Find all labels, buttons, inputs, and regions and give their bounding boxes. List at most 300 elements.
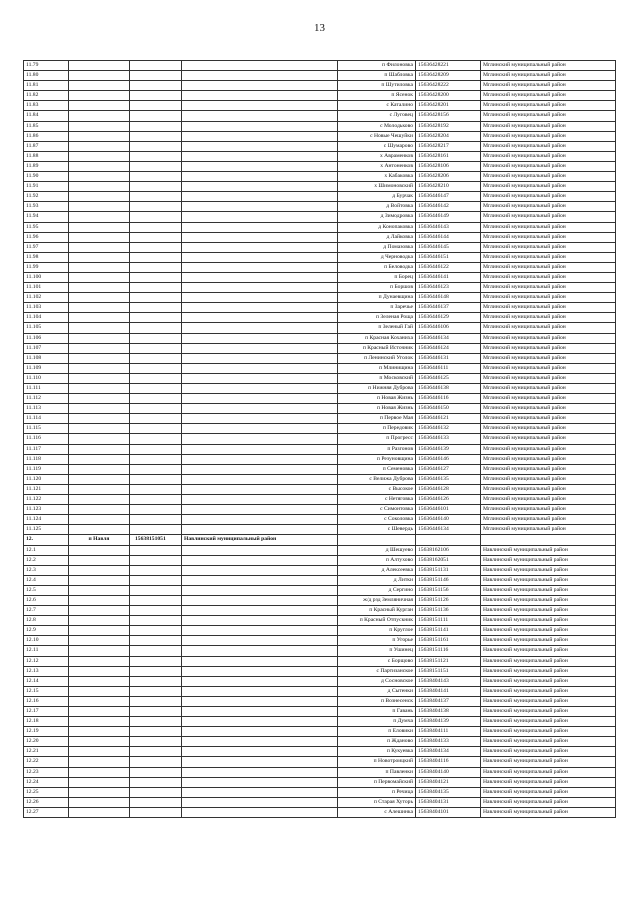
table-row (24, 91, 616, 101)
cell-settlement: п Беловодка (338, 262, 416, 272)
cell-center-code (130, 333, 182, 343)
cell-center (69, 565, 130, 575)
cell-center-district (182, 737, 338, 747)
cell-settlement: д Шешуево (338, 545, 416, 555)
cell-center (69, 585, 130, 595)
cell-settlement: д Черноводка (338, 252, 416, 262)
cell-number: 12.14 (24, 676, 69, 686)
cell-settlement: п Боршов (338, 283, 416, 293)
table-row (24, 515, 616, 525)
table-row (24, 394, 616, 404)
cell-center-district (182, 626, 338, 636)
cell-center-district (182, 606, 338, 616)
table-row (24, 404, 616, 414)
cell-district: Навлинский муниципальный район (481, 737, 616, 747)
table-row (24, 575, 616, 585)
cell-number: 11.99 (24, 262, 69, 272)
cell-district: Мглинский муниципальный район (481, 81, 616, 91)
cell-center-code (130, 464, 182, 474)
cell-number: 12.2 (24, 555, 69, 565)
cell-settlement: д Алексеевка (338, 565, 416, 575)
cell-center (69, 636, 130, 646)
cell-number: 12.21 (24, 747, 69, 757)
cell-district: Навлинский муниципальный район (481, 807, 616, 817)
cell-district: Мглинский муниципальный район (481, 222, 616, 232)
cell-number: 11.84 (24, 111, 69, 121)
cell-center-district (182, 424, 338, 434)
cell-center-code (130, 474, 182, 484)
table-row (24, 303, 616, 313)
cell-center-district (182, 172, 338, 182)
cell-settlement: п Резуновщина (338, 454, 416, 464)
cell-settlement: п Нижняя Дуброва (338, 384, 416, 394)
table-row (24, 424, 616, 434)
table-row (24, 101, 616, 111)
cell-oktmo: 15636446137 (416, 303, 481, 313)
cell-number: 12.5 (24, 585, 69, 595)
cell-oktmo: 15638404140 (416, 767, 481, 777)
cell-settlement: д Сергино (338, 585, 416, 595)
page-number: 13 (314, 22, 325, 34)
table-row (24, 81, 616, 91)
cell-number: 12.8 (24, 616, 69, 626)
cell-center (69, 182, 130, 192)
cell-center (69, 696, 130, 706)
cell-district: Мглинский муниципальный район (481, 91, 616, 101)
cell-district: Мглинский муниципальный район (481, 464, 616, 474)
cell-settlement: с Луговец (338, 111, 416, 121)
table-row (24, 384, 616, 394)
cell-center-district (182, 666, 338, 676)
table-row (24, 616, 616, 626)
cell-oktmo: 15638404134 (416, 747, 481, 757)
cell-center-district (182, 202, 338, 212)
cell-district: Мглинский муниципальный район (481, 212, 616, 222)
cell-center (69, 252, 130, 262)
cell-center-district (182, 161, 338, 171)
cell-number: 11.93 (24, 202, 69, 212)
cell-center (69, 394, 130, 404)
cell-center-district (182, 81, 338, 91)
cell-settlement: д Бурчак (338, 192, 416, 202)
cell-district: Мглинский муниципальный район (481, 404, 616, 414)
cell-district: Мглинский муниципальный район (481, 172, 616, 182)
cell-district: Мглинский муниципальный район (481, 202, 616, 212)
cell-center (69, 283, 130, 293)
table-row (24, 757, 616, 767)
cell-district: Навлинский муниципальный район (481, 696, 616, 706)
cell-center (69, 444, 130, 454)
cell-number: 11.80 (24, 71, 69, 81)
cell-center (69, 272, 130, 282)
cell-district: Мглинский муниципальный район (481, 303, 616, 313)
cell-number: 12.15 (24, 686, 69, 696)
cell-center-district (182, 444, 338, 454)
cell-settlement: п Вознесенск (338, 696, 416, 706)
cell-settlement: п Новая Жизнь (338, 404, 416, 414)
table-row (24, 232, 616, 242)
cell-center-code (130, 797, 182, 807)
cell-settlement: п Круглое (338, 626, 416, 636)
cell-district: Мглинский муниципальный район (481, 333, 616, 343)
table-row (24, 353, 616, 363)
cell-oktmo: 15636446124 (416, 343, 481, 353)
cell-center-code (130, 737, 182, 747)
cell-oktmo: 15636446143 (416, 222, 481, 232)
table-row (24, 61, 616, 71)
cell-district: Навлинский муниципальный район (481, 797, 616, 807)
cell-center-district (182, 91, 338, 101)
cell-settlement: п Кукуевка (338, 747, 416, 757)
table-row (24, 121, 616, 131)
cell-settlement: п Шутиловка (338, 81, 416, 91)
cell-center-district (182, 636, 338, 646)
cell-number: 12.23 (24, 767, 69, 777)
cell-district: Мглинский муниципальный район (481, 424, 616, 434)
cell-center-district (182, 182, 338, 192)
cell-oktmo: 15636428161 (416, 151, 481, 161)
cell-number: 12.3 (24, 565, 69, 575)
cell-oktmo: 15636446127 (416, 464, 481, 474)
cell-center-code (130, 121, 182, 131)
cell-center-code (130, 626, 182, 636)
cell-center-code (130, 454, 182, 464)
cell-center-district (182, 495, 338, 505)
cell-district: Мглинский муниципальный район (481, 61, 616, 71)
table-row (24, 363, 616, 373)
cell-settlement: с Нетяговка (338, 495, 416, 505)
cell-oktmo: 15638404131 (416, 797, 481, 807)
table-row (24, 626, 616, 636)
cell-center-district: Навлинский муниципальный район (182, 535, 338, 545)
cell-number: 12.12 (24, 656, 69, 666)
cell-district: Навлинский муниципальный район (481, 707, 616, 717)
cell-center-code (130, 767, 182, 777)
cell-oktmo: 15638404135 (416, 787, 481, 797)
cell-center-district (182, 707, 338, 717)
cell-center-code (130, 111, 182, 121)
cell-center-district (182, 242, 338, 252)
cell-district: Навлинский муниципальный район (481, 606, 616, 616)
cell-settlement: д Сытенки (338, 686, 416, 696)
cell-center (69, 807, 130, 817)
cell-center-code (130, 656, 182, 666)
cell-district: Навлинский муниципальный район (481, 575, 616, 585)
table-row (24, 474, 616, 484)
cell-center-code (130, 636, 182, 646)
cell-oktmo: 15636428200 (416, 91, 481, 101)
cell-district: Навлинский муниципальный район (481, 787, 616, 797)
cell-center-district (182, 293, 338, 303)
cell-district: Навлинский муниципальный район (481, 686, 616, 696)
cell-settlement: д Зимодровка (338, 212, 416, 222)
cell-oktmo: 15636446139 (416, 444, 481, 454)
cell-center-code (130, 646, 182, 656)
cell-center (69, 81, 130, 91)
cell-settlement: с Партизанское (338, 666, 416, 676)
cell-center-district (182, 212, 338, 222)
cell-center-code (130, 747, 182, 757)
cell-center-district (182, 515, 338, 525)
table-row (24, 141, 616, 151)
cell-center-code (130, 353, 182, 363)
settlements-table (23, 60, 616, 818)
cell-number: 12.25 (24, 787, 69, 797)
cell-center (69, 131, 130, 141)
cell-number: 11.83 (24, 101, 69, 111)
cell-center (69, 626, 130, 636)
cell-center-code (130, 293, 182, 303)
cell-district: Навлинский муниципальный район (481, 747, 616, 757)
cell-center (69, 212, 130, 222)
table-row (24, 222, 616, 232)
cell-center (69, 242, 130, 252)
table-row (24, 525, 616, 535)
cell-center (69, 313, 130, 323)
cell-oktmo: 15638151111 (416, 616, 481, 626)
cell-oktmo: 15638404138 (416, 707, 481, 717)
table-row (24, 414, 616, 424)
cell-number: 11.94 (24, 212, 69, 222)
cell-center-district (182, 747, 338, 757)
cell-settlement: п Филоновка (338, 61, 416, 71)
table-row (24, 646, 616, 656)
cell-oktmo: 15636428209 (416, 71, 481, 81)
cell-number: 12.19 (24, 727, 69, 737)
cell-oktmo: 15636446150 (416, 404, 481, 414)
cell-center-code (130, 404, 182, 414)
cell-oktmo: 15638151161 (416, 636, 481, 646)
cell-center (69, 686, 130, 696)
cell-center-district (182, 353, 338, 363)
cell-center-code (130, 545, 182, 555)
cell-settlement: п Гавань (338, 707, 416, 717)
table-row (24, 767, 616, 777)
cell-center-code (130, 242, 182, 252)
cell-district: Мглинский муниципальный район (481, 454, 616, 464)
cell-number: 12.7 (24, 606, 69, 616)
cell-settlement (338, 535, 416, 545)
cell-center (69, 262, 130, 272)
cell-oktmo: 15636446134 (416, 333, 481, 343)
cell-center-code (130, 91, 182, 101)
cell-district: Мглинский муниципальный район (481, 252, 616, 262)
cell-settlement: п Красная Коханиха (338, 333, 416, 343)
cell-center-code (130, 384, 182, 394)
cell-center-district (182, 333, 338, 343)
cell-settlement: п Речица (338, 787, 416, 797)
table-row (24, 333, 616, 343)
cell-settlement: п Разгонов (338, 444, 416, 454)
cell-center-district (182, 565, 338, 575)
cell-district: Навлинский муниципальный район (481, 585, 616, 595)
cell-number: 11.114 (24, 414, 69, 424)
cell-settlement: ж/д рзд Земляничная (338, 595, 416, 605)
cell-center-district (182, 474, 338, 484)
cell-center-district (182, 404, 338, 414)
cell-number: 11.104 (24, 313, 69, 323)
cell-district: Навлинский муниципальный район (481, 656, 616, 666)
table-row (24, 505, 616, 515)
cell-oktmo: 15638162051 (416, 555, 481, 565)
table-row (24, 192, 616, 202)
cell-oktmo (416, 535, 481, 545)
table-row (24, 777, 616, 787)
cell-oktmo: 15636446140 (416, 515, 481, 525)
cell-center (69, 717, 130, 727)
cell-center-district (182, 394, 338, 404)
cell-settlement: п Первомайский (338, 777, 416, 787)
cell-settlement: п Ушинец (338, 646, 416, 656)
cell-center-code (130, 182, 182, 192)
cell-oktmo: 15638151156 (416, 585, 481, 595)
cell-center (69, 172, 130, 182)
cell-center-code (130, 565, 182, 575)
cell-number: 11.101 (24, 283, 69, 293)
table-row (24, 595, 616, 605)
cell-settlement: с Каталино (338, 101, 416, 111)
cell-center (69, 495, 130, 505)
cell-district: Мглинский муниципальный район (481, 71, 616, 81)
cell-center (69, 595, 130, 605)
table-row (24, 202, 616, 212)
cell-center-code (130, 192, 182, 202)
table-row (24, 696, 616, 706)
cell-settlement: п Московский (338, 373, 416, 383)
cell-oktmo: 15638151141 (416, 626, 481, 636)
cell-center-code (130, 283, 182, 293)
table-row (24, 656, 616, 666)
cell-center (69, 192, 130, 202)
cell-center-code (130, 252, 182, 262)
cell-center-district (182, 727, 338, 737)
cell-center-code (130, 616, 182, 626)
cell-center (69, 505, 130, 515)
cell-oktmo: 15638151126 (416, 595, 481, 605)
cell-center-code (130, 81, 182, 91)
cell-center-district (182, 656, 338, 666)
cell-center-district (182, 767, 338, 777)
cell-number: 11.116 (24, 434, 69, 444)
cell-settlement: п Ленинский Уголок (338, 353, 416, 363)
cell-center-district (182, 272, 338, 282)
cell-center-code (130, 515, 182, 525)
cell-settlement: п Думча (338, 717, 416, 727)
cell-center (69, 515, 130, 525)
cell-district: Мглинский муниципальный район (481, 242, 616, 252)
cell-center-district (182, 343, 338, 353)
cell-center-district (182, 262, 338, 272)
cell-center-code (130, 172, 182, 182)
cell-center-code (130, 585, 182, 595)
cell-district: Мглинский муниципальный район (481, 343, 616, 353)
cell-center-district (182, 131, 338, 141)
cell-number: 11.125 (24, 525, 69, 535)
cell-district: Мглинский муниципальный район (481, 101, 616, 111)
cell-oktmo: 15636446138 (416, 384, 481, 394)
cell-number: 11.82 (24, 91, 69, 101)
cell-center-code: 15638151051 (130, 535, 182, 545)
cell-settlement: п Красный Источник (338, 343, 416, 353)
table-row (24, 182, 616, 192)
cell-district: Мглинский муниципальный район (481, 353, 616, 363)
cell-center (69, 141, 130, 151)
cell-oktmo: 15636446101 (416, 505, 481, 515)
cell-settlement: п Еловики (338, 727, 416, 737)
cell-oktmo: 15638404116 (416, 757, 481, 767)
cell-oktmo: 15636428156 (416, 111, 481, 121)
cell-center-district (182, 373, 338, 383)
cell-center-code (130, 414, 182, 424)
table-row (24, 464, 616, 474)
cell-center-district (182, 384, 338, 394)
table-body (24, 61, 616, 818)
cell-oktmo: 15636446111 (416, 363, 481, 373)
cell-center-code (130, 212, 182, 222)
table-row (24, 262, 616, 272)
cell-center-district (182, 787, 338, 797)
cell-number: 11.119 (24, 464, 69, 474)
cell-district: Мглинский муниципальный район (481, 232, 616, 242)
cell-number: 12.22 (24, 757, 69, 767)
cell-center-code (130, 707, 182, 717)
cell-center (69, 384, 130, 394)
cell-number: 12.17 (24, 707, 69, 717)
cell-oktmo: 15636446125 (416, 373, 481, 383)
cell-oktmo: 15636428210 (416, 182, 481, 192)
cell-settlement: с Борщово (338, 656, 416, 666)
cell-center (69, 424, 130, 434)
cell-district: Мглинский муниципальный район (481, 414, 616, 424)
cell-center-district (182, 414, 338, 424)
cell-settlement: п Новая Жизнь (338, 394, 416, 404)
cell-settlement: с Шевердь (338, 525, 416, 535)
cell-oktmo: 15638404121 (416, 777, 481, 787)
cell-center-district (182, 434, 338, 444)
cell-center (69, 646, 130, 656)
cell-oktmo: 15638404139 (416, 717, 481, 727)
table-row (24, 666, 616, 676)
cell-center (69, 464, 130, 474)
cell-center-code (130, 343, 182, 353)
cell-settlement: п Новотроицкий (338, 757, 416, 767)
cell-oktmo: 15636428217 (416, 141, 481, 151)
cell-settlement: п Шабловка (338, 71, 416, 81)
cell-oktmo: 15636446122 (416, 262, 481, 272)
cell-district: Навлинский муниципальный район (481, 777, 616, 787)
cell-district: Навлинский муниципальный район (481, 545, 616, 555)
cell-number: 11.108 (24, 353, 69, 363)
cell-number: 11.106 (24, 333, 69, 343)
cell-center-district (182, 283, 338, 293)
cell-district: Мглинский муниципальный район (481, 293, 616, 303)
cell-center-code (130, 787, 182, 797)
cell-number: 12.13 (24, 666, 69, 676)
cell-center-code (130, 373, 182, 383)
table-row (24, 797, 616, 807)
cell-number: 11.109 (24, 363, 69, 373)
cell-oktmo: 15636446135 (416, 474, 481, 484)
cell-center-district (182, 797, 338, 807)
cell-number: 11.103 (24, 303, 69, 313)
cell-oktmo: 15636428221 (416, 61, 481, 71)
cell-center-code (130, 101, 182, 111)
table-row (24, 161, 616, 171)
cell-oktmo: 15636446142 (416, 202, 481, 212)
cell-district: Мглинский муниципальный район (481, 182, 616, 192)
cell-district: Мглинский муниципальный район (481, 484, 616, 494)
cell-center-code (130, 777, 182, 787)
